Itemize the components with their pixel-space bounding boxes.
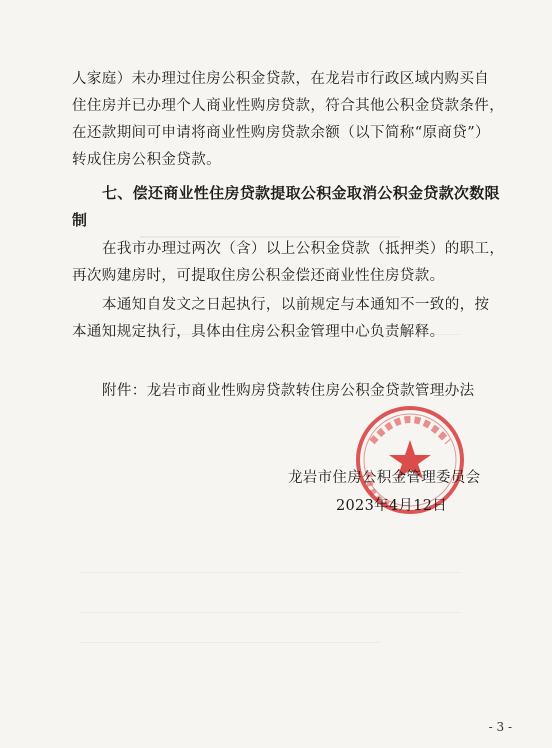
paragraph-3-line: 本通知规定执行，具体由住房公积金管理中心负责解释。 (72, 324, 445, 340)
paragraph-3-line: 本通知自发文之日起执行，以前规定与本通知不一致的，按 (102, 297, 490, 313)
page-number: - 3 - (488, 720, 512, 734)
attachment-text: 附件：龙岩市商业性购房贷款转住房公积金贷款管理办法 (102, 383, 475, 399)
paragraph-2 (72, 236, 505, 290)
bleed-through-shadow (80, 560, 460, 573)
bleed-through-shadow (80, 630, 380, 643)
paragraph-1-line: 住住房并已办理个人商业性购房贷款，符合其他公积金贷款条件， (72, 98, 505, 114)
bleed-through-shadow (80, 600, 460, 613)
attachment-line (72, 378, 492, 405)
paragraph-3 (72, 292, 492, 346)
section-heading-line: 七、偿还商业性住房贷款提取公积金取消公积金贷款次数限 (102, 184, 500, 202)
section-heading-7 (72, 180, 500, 234)
paragraph-1 (72, 66, 505, 174)
paragraph-2-line: 再次购建房时，可提取住房公积金偿还商业性住房贷款。 (72, 268, 445, 284)
paragraph-1-line: 在还款期间可申请将商业性购房贷款余额（以下简称“原商贷”） (72, 125, 490, 141)
section-heading-line: 制 (72, 211, 88, 229)
paragraph-1-line: 人家庭）未办理过住房公积金贷款，在龙岩市行政区域内购买自 (72, 71, 490, 87)
signature-organization: 龙岩市住房公积金管理委员会 (288, 470, 481, 486)
signature-date: 2023年4月12日 (336, 498, 448, 514)
paragraph-2-line: 在我市办理过两次（含）以上公积金贷款（抵押类）的职工， (102, 241, 505, 257)
paragraph-1-line: 转成住房公积金贷款。 (72, 152, 221, 168)
